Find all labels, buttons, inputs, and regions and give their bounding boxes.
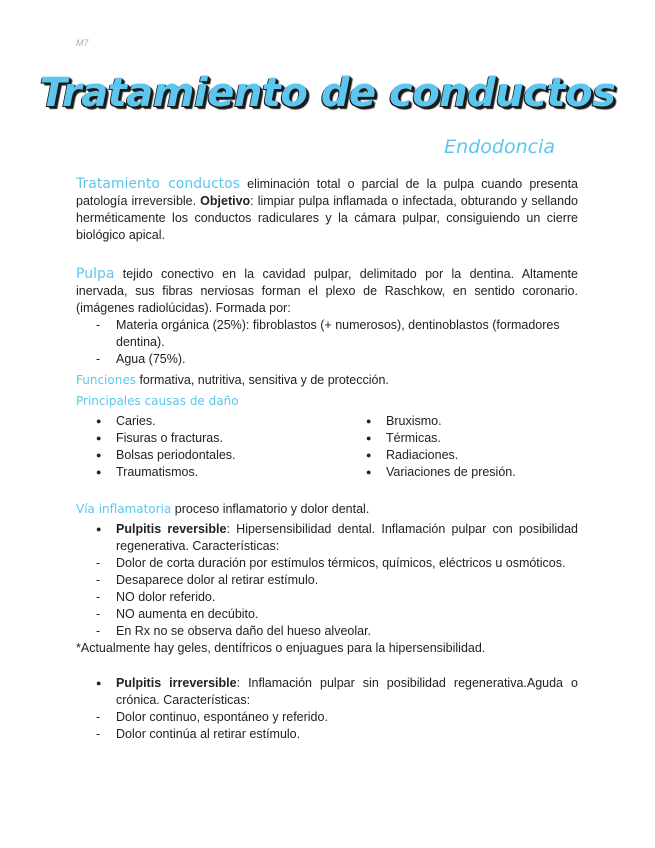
list-item: ● Traumatismos.	[76, 464, 346, 481]
intro-term: Tratamiento conductos	[76, 176, 241, 192]
pulpa-paragraph	[76, 266, 578, 317]
causas-columns	[76, 413, 578, 481]
page-label: M7	[76, 38, 89, 48]
funciones-paragraph	[76, 372, 578, 389]
list-item: - Materia orgánica (25%): fibroblastos (+ numerosos), dentinoblastos (formadores dentina).	[76, 317, 578, 351]
list-item: - Dolor continuo, espontáneo y referido.	[76, 709, 578, 726]
list-item: - Desaparece dolor al retirar estímulo.	[76, 572, 578, 589]
intro-text1: eliminación total o parcial de la pulpa cuando presenta patología irreversible.	[76, 177, 578, 208]
irreversible-text: : Inflamación pulpar sin posibilidad regenerativa.Aguda o crónica. Características:	[116, 676, 578, 707]
funciones-term: Funciones	[76, 373, 136, 387]
page-subtitle: Endodoncia	[444, 136, 555, 158]
causas-heading	[76, 393, 578, 410]
list-item: ● Bolsas periodontales.	[76, 447, 346, 464]
via-paragraph	[76, 501, 578, 518]
via-term: Vía inflamatoria	[76, 502, 172, 516]
pulpa-term: Pulpa	[76, 266, 115, 282]
list-item: ● Caries.	[76, 413, 346, 430]
irreversible-heading	[76, 675, 578, 709]
reversible-item	[76, 521, 578, 555]
reversible-text: : Hipersensibilidad dental. Inflamación pulpar con posibilidad regenerativa. Características:	[116, 522, 578, 553]
list-item: - Dolor continúa al retirar estímulo.	[76, 726, 578, 743]
funciones-text: formativa, nutritiva, sensitiva y de protección.	[135, 373, 389, 387]
reversible-label: Pulpitis reversible	[116, 522, 227, 536]
causas-list-right	[346, 413, 578, 481]
objective-label: Objetivo	[200, 194, 251, 208]
intro-paragraph	[76, 176, 578, 244]
page-title: Tratamiento de conductos	[39, 70, 616, 116]
list-item: - Agua (75%).	[76, 351, 578, 368]
irreversible-list	[76, 709, 578, 743]
reversible-heading	[76, 521, 578, 555]
irreversible-item	[76, 675, 578, 709]
causas-term: Principales causas de daño	[76, 394, 239, 408]
list-item: ● Bruxismo.	[346, 413, 578, 430]
via-text: proceso inflamatorio y dolor dental.	[171, 502, 370, 516]
list-item: - Dolor de corta duración por estímulos térmicos, químicos, eléctricos u osmóticos.	[76, 555, 578, 572]
document-body	[76, 176, 578, 743]
list-item: - NO dolor referido.	[76, 589, 578, 606]
list-item: ● Variaciones de presión.	[346, 464, 578, 481]
irreversible-label: Pulpitis irreversible	[116, 676, 237, 690]
causas-list-left	[76, 413, 346, 481]
intro-text2: : limpiar pulpa inflamada o infectada, obturando y sellando herméticamente los conductos radiculares y la cámara pulpar, consiguiendo un cierre biológico apical.	[76, 194, 578, 242]
list-item: ● Térmicas.	[346, 430, 578, 447]
list-item: - En Rx no se observa daño del hueso alveolar.	[76, 623, 578, 640]
list-item: - NO aumenta en decúbito.	[76, 606, 578, 623]
list-item: ● Fisuras o fracturas.	[76, 430, 346, 447]
list-item: ● Radiaciones.	[346, 447, 578, 464]
pulpa-list	[76, 317, 578, 368]
pulpa-text: tejido conectivo en la cavidad pulpar, delimitado por la dentina. Altamente inervada, sus fibras nerviosas forman el plexo de Raschkow, en sentido coronario. (imágenes radiolúcidas). Formada por:	[76, 267, 578, 315]
reversible-list	[76, 555, 578, 640]
reversible-note: *Actualmente hay geles, dentífricos o enjuagues para la hipersensibilidad.	[76, 641, 486, 655]
